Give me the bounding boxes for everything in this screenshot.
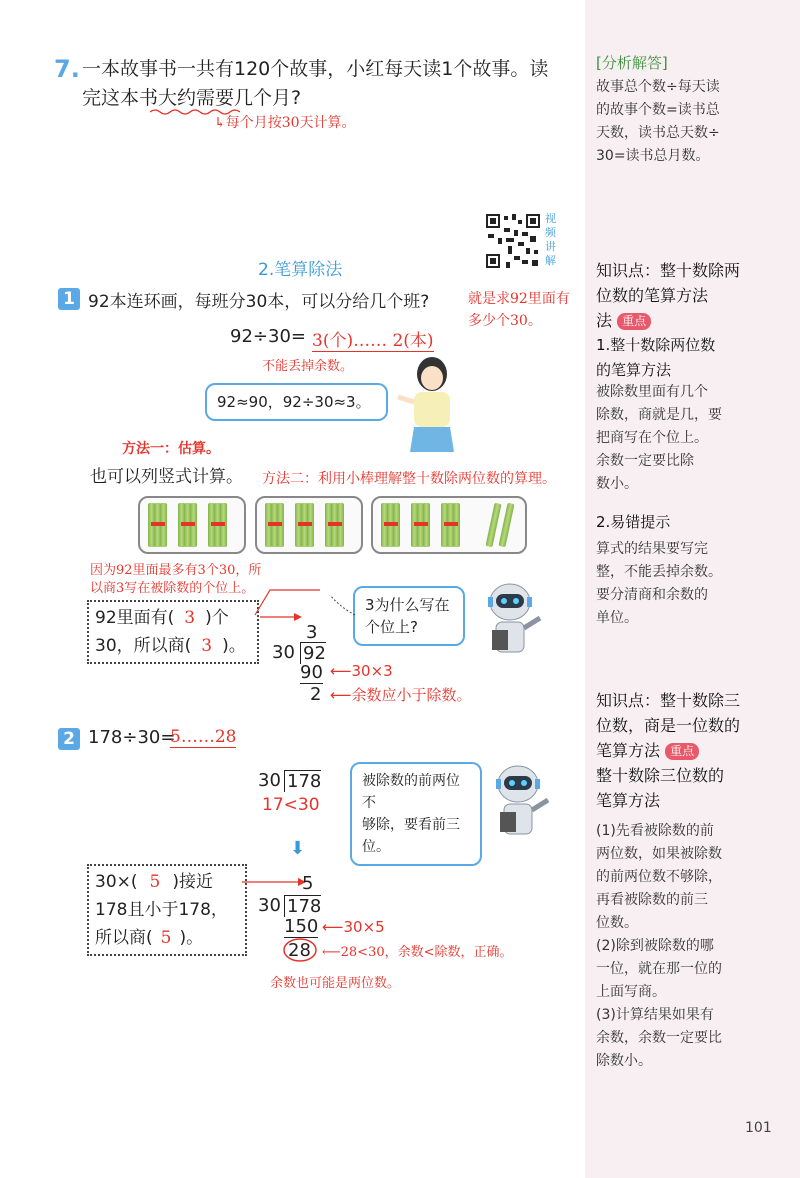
stick-tie	[151, 522, 165, 526]
ex1-warn: 不能丢掉余数。	[262, 359, 354, 374]
ex1-div-remainder: 2	[310, 684, 322, 705]
kp1-sub1: 1.整十数除两位数 的笔算方法	[596, 336, 716, 379]
arrow-left-icon: ⟵	[330, 686, 352, 704]
ex2-robot-bubble: 被除数的前两位不 够除，要看前三位。	[350, 762, 482, 866]
ex2-top-dividend: 178	[284, 770, 321, 792]
arrow-icon: ↳	[214, 115, 226, 131]
ex2-compare: 17<30	[262, 795, 320, 815]
ex2-note-remainder: ⟵28<30，余数<除数，正确。	[322, 945, 513, 960]
analysis-title: [分析解答]	[596, 54, 668, 72]
stick-tie	[328, 522, 342, 526]
teacher-illustration	[392, 352, 472, 452]
arrow-left-icon: ⟵	[322, 918, 344, 936]
ex2-equation: 178÷30=	[88, 727, 176, 748]
stick-tie	[444, 522, 458, 526]
ex2-div-divisor: 30	[258, 895, 281, 916]
ex2-div-product: 150	[284, 916, 319, 937]
q7-number: 7.	[54, 55, 80, 83]
robot-illustration	[470, 580, 550, 665]
q7-line2: 完这本书大约需要几个月?	[82, 87, 302, 109]
ex1-number: 1	[58, 288, 80, 310]
ex1-also-text: 也可以列竖式计算。	[90, 467, 243, 487]
stick-tie	[298, 522, 312, 526]
ex1-div-product: 90	[300, 662, 323, 683]
kp2-heading: 知识点：整十数除三 位数，商是一位数的 笔算方法 重点 整十数除三位数的 笔算方法	[596, 691, 741, 810]
stick-tie	[181, 522, 195, 526]
ex1-equation: 92÷30=	[230, 326, 306, 347]
ex1-div-divisor: 30	[272, 642, 295, 663]
ex2-reason-box: 30×( 5 )接近 178且小于178， 所以商( 5 )。	[87, 864, 247, 956]
ex2-pointer-arrow	[240, 875, 310, 889]
ex1-note-remainder: ⟵余数应小于除数。	[330, 686, 472, 704]
arrow-left-icon: ⟵	[330, 662, 352, 680]
ex2-number: 2	[58, 728, 80, 750]
ex2-note-product: ⟵30×5	[322, 918, 385, 936]
kp2-badge: 重点	[665, 743, 699, 760]
down-arrow-icon: ⬇	[290, 838, 306, 859]
ex1-pointer-arrows	[250, 585, 360, 645]
q7-note: ↳每个月按30天计算。	[214, 115, 356, 131]
kp2-text: (1)先看被除数的前 两位数，如果被除数 的前两位数不够除， 再看被除数的前三 位数。 (2)除到被除数的哪 一位，就在那一位的 上面写商。 (3)计算结果如果有 余数，余数一定要比 除数小。	[596, 823, 722, 1069]
stick-tie	[268, 522, 282, 526]
ex2-note-two-digit: 余数也可能是两位数。	[270, 976, 401, 991]
robot-illustration-2	[478, 762, 558, 847]
ex1-div-dividend: 92	[300, 642, 326, 664]
arrow-left-icon: ⟵	[322, 945, 341, 960]
stick-tie	[384, 522, 398, 526]
ex1-reason-box: 92里面有( 3 )个 30，所以商( 3 )。	[87, 600, 259, 664]
ex1-question: 92本连环画，每班分30本，可以分给几个班?	[88, 292, 430, 312]
ex2-div-remainder: 28	[288, 940, 311, 961]
ex1-answer: 3(个)…… 2(本)	[312, 326, 434, 352]
analysis-text: 故事总个数÷每天读 的故事个数=读书总 天数，读书总天数÷ 30=读书总月数。	[596, 79, 720, 164]
ex1-note: 就是求92里面有多少个30。	[468, 291, 570, 329]
ex1-div-quotient: 3	[306, 622, 318, 643]
ex2-remainder-circle	[282, 937, 318, 963]
kp1-text1: 被除数里面有几个 除数，商就是几，要 把商写在个位上。 余数一定要比除 数小。	[596, 384, 722, 492]
kp1-text2: 算式的结果要写完 整，不能丢掉余数。 要分清商和余数的 单位。	[596, 541, 722, 626]
stick-tie	[211, 522, 225, 526]
ex2-top-divisor: 30	[258, 770, 281, 791]
q7-line1: 一本故事书一共有120个故事，小红每天读1个故事。读	[82, 58, 549, 80]
method1-label: 方法一：估算。	[122, 441, 220, 457]
ex1-estimate-bubble: 92≈90，92÷30≈3。	[205, 383, 388, 421]
kp1-badge: 重点	[617, 313, 651, 330]
qr-code-icon[interactable]	[484, 212, 542, 270]
ex2-div-dividend: 178	[284, 895, 321, 917]
kp1-heading: 知识点：整十数除两 位数的笔算方法 法 重点	[596, 261, 741, 330]
ex1-reason: 因为92里面最多有3个30，所 以商3写在被除数的个位上。	[90, 563, 262, 596]
page-number: 101	[745, 1120, 772, 1136]
ex2-answer: 5……28	[170, 727, 237, 747]
method2-label: 方法二：利用小棒理解整十数除两位数的算理。	[262, 471, 556, 487]
section-title: 2.笔算除法	[258, 260, 343, 280]
ex1-note-product: ⟵30×3	[330, 662, 393, 680]
qr-label: 视频讲解	[545, 212, 556, 267]
kp1-sub2: 2.易错提示	[596, 513, 671, 531]
ex1-robot-bubble: 3为什么写在 个位上?	[353, 586, 465, 646]
stick-tie	[414, 522, 428, 526]
ex2-div-quotient: 5	[302, 873, 314, 894]
